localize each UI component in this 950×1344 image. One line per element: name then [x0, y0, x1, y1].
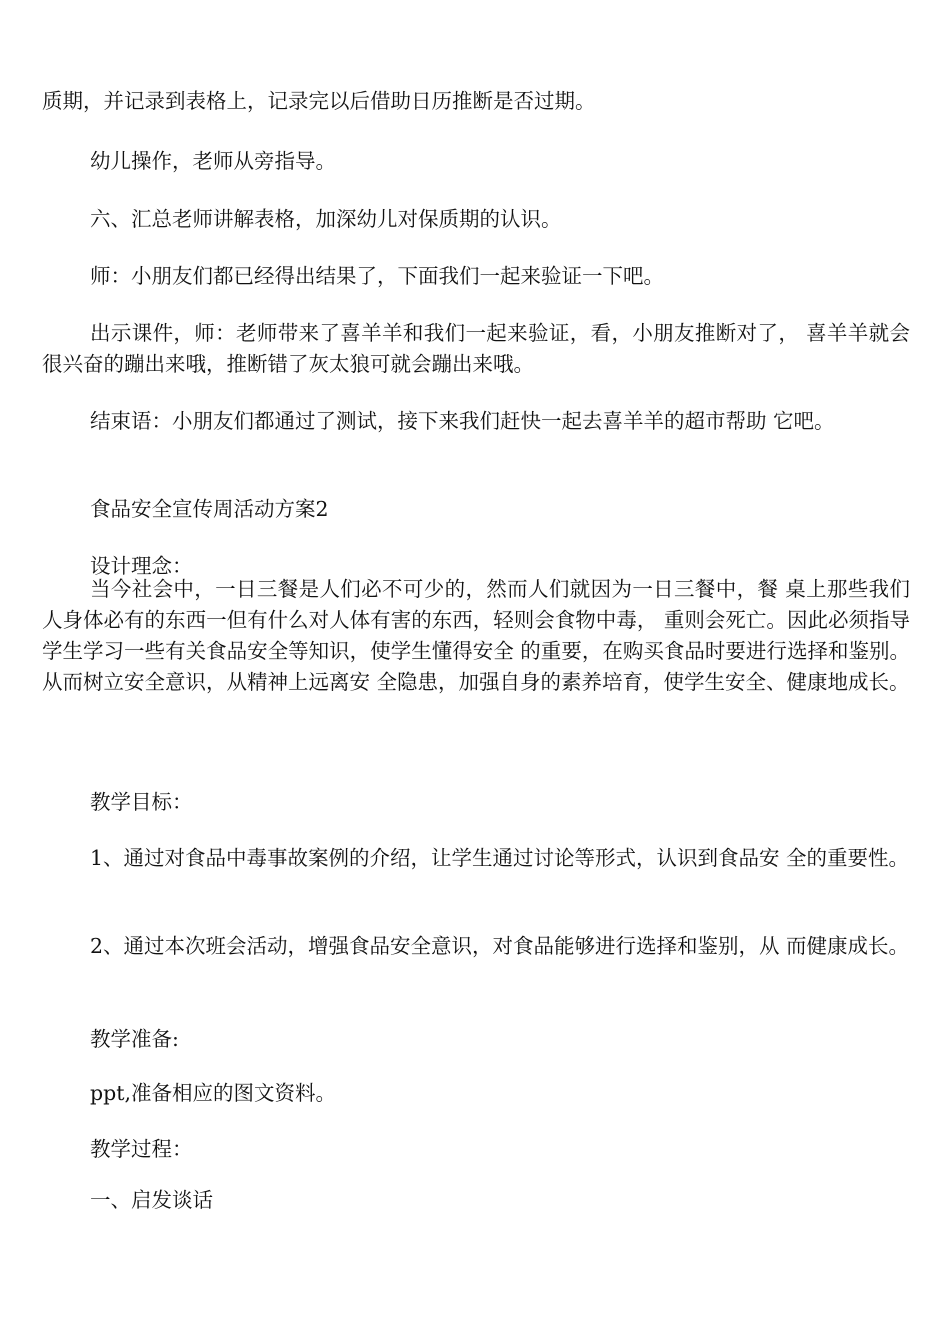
- paragraph-child-operation: 幼儿操作，老师从旁指导。: [90, 149, 336, 173]
- paragraph-design-concept: 当今社会中，一日三餐是人们必不可少的，然而人们就因为一日三餐中，餐 桌上那些我们人身体必有的东西一但有什么对人体有害的东西，轻则会食物中毒， 重则会死亡。因此必须指导学生学习一些有关食品安全等知识，使学生懂得安全 的重要，在购买食品时要进行选择和鉴别。从而树立安全意识，从精神上远离安 全隐患，加强自身的素养培育，使学生安全、健康地成长。: [42, 577, 910, 694]
- paragraph-continuation: 质期，并记录到表格上，记录完以后借助日历推断是否过期。: [42, 89, 596, 113]
- paragraph-summary-step: 六、汇总老师讲解表格，加深幼儿对保质期的认识。: [90, 207, 562, 231]
- paragraph-goal-2: 2、通过本次班会活动，增强食品安全意识，对食品能够进行选择和鉴别，从 而健康成长。: [90, 934, 910, 958]
- paragraph-goal-1: 1、通过对食品中毒事故案例的介绍，让学生通过讨论等形式，认识到食品安 全的重要性。: [90, 846, 910, 870]
- heading-teaching-process: 教学过程：: [90, 1137, 193, 1161]
- heading-teaching-prep: 教学准备:: [90, 1027, 179, 1051]
- heading-teaching-goals: 教学目标：: [90, 790, 193, 814]
- paragraph-closing-remarks: 结束语：小朋友们都通过了测试，接下来我们赶快一起去喜羊羊的超市帮助 它吧。: [90, 409, 835, 433]
- paragraph-courseware: 出示课件，师：老师带来了喜羊羊和我们一起来验证，看，小朋友推断对了， 喜羊羊就会很兴奋的蹦出来哦，推断错了灰太狼可就会蹦出来哦。: [42, 321, 910, 376]
- heading-design-concept: 设计理念：: [90, 554, 193, 578]
- heading-step-1: 一、启发谈话: [90, 1188, 213, 1212]
- paragraph-teacher-verify: 师：小朋友们都已经得出结果了，下面我们一起来验证一下吧。: [90, 264, 664, 288]
- paragraph-prep-materials: ppt,准备相应的图文资料。: [90, 1081, 336, 1105]
- section-title: 食品安全宣传周活动方案2: [90, 497, 329, 521]
